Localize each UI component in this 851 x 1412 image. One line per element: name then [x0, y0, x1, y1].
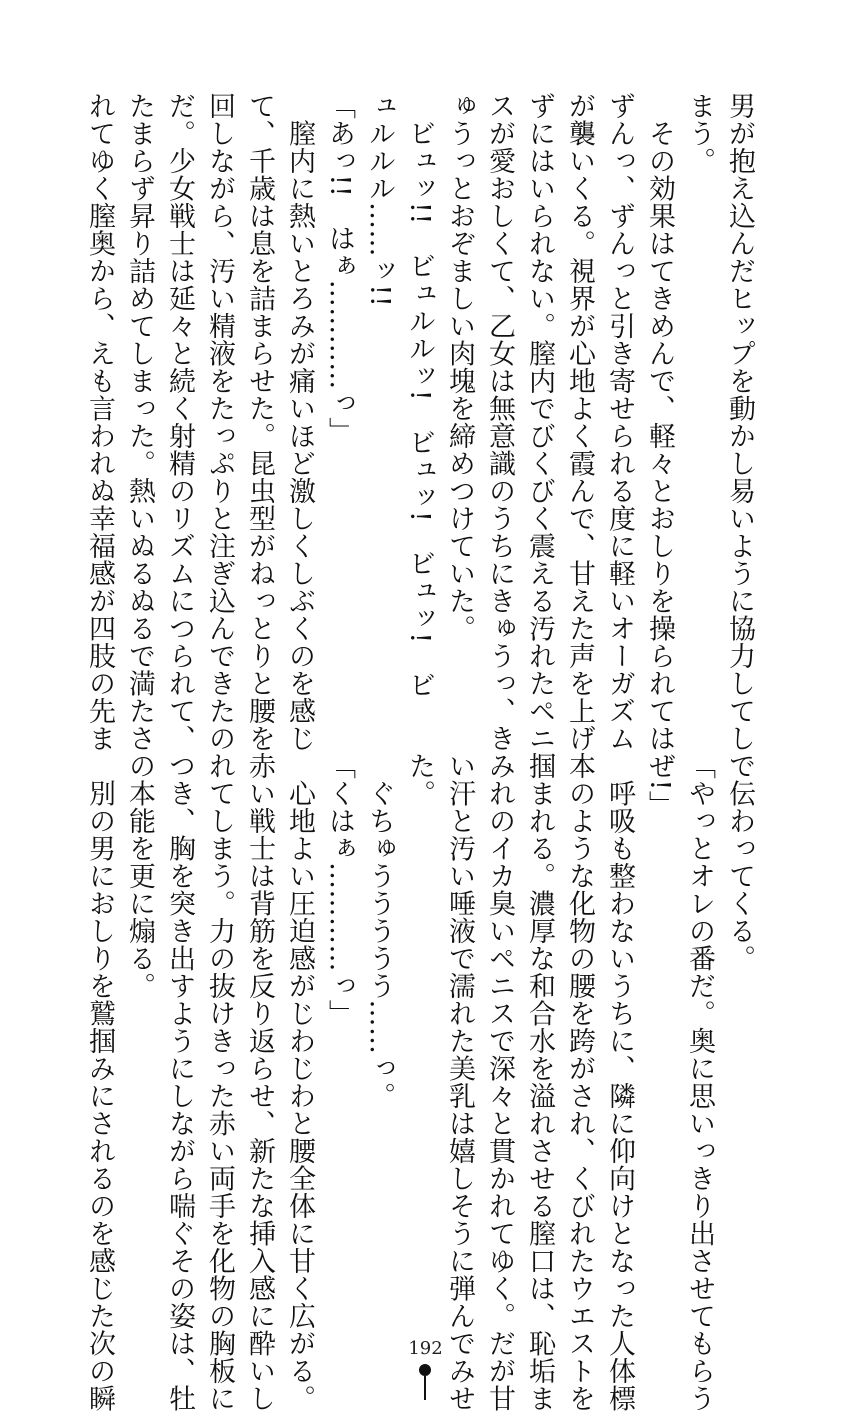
text-line: みれのイカ臭いペニスで深々と貫かれてゆく。だが甘 [484, 752, 515, 1412]
text-line: 「くはぁ…………っ」 [324, 752, 355, 1027]
text-line: 呼吸も整わないうちに、隣に仰向けとなった人体標 [604, 752, 635, 1412]
text-line: 別の男におしりを鷲掴みにされるのを感じた次の瞬 [84, 752, 115, 1412]
text-line: た。 [404, 752, 435, 807]
text-line: ゅうっとおぞましい肉塊を締めつけていた。 [444, 92, 475, 642]
text-line: ぜ!」 [644, 752, 675, 819]
text-line: が襲いくる。視界が心地よく霞んで、甘えた声を上げ [564, 92, 595, 752]
page-ornament-stem [424, 1376, 426, 1400]
text-block-upper [79, 92, 759, 752]
text-line: 男が抱え込んだヒップを動かし易いように協力してし [724, 92, 755, 752]
text-line: たまらず昇り詰めてしまった。熱いぬるぬるで満たさ [124, 92, 155, 752]
text-line: て、千歳は息を詰まらせた。昆虫型がねっとりと腰を [244, 92, 275, 752]
text-line: 本のような化物の腰を跨がされ、くびれたウエストを [564, 752, 595, 1412]
text-line: ぐちゅううううう……っ。 [364, 752, 395, 1110]
text-line: まう。 [684, 92, 715, 175]
text-line: その効果はてきめんで、軽々とおしりを操られては [644, 92, 675, 752]
text-line: 心地よい圧迫感がじわじわと腰全体に甘く広がる。 [284, 752, 315, 1412]
text-line: ずにはいられない。膣内でびくびく震える汚れたペニ [524, 92, 555, 752]
text-line: 「やっとオレの番だ。奥に思いっきり出させてもらう [684, 752, 715, 1412]
text-line: ずんっ、ずんっと引き寄せられる度に軽いオーガズム [604, 92, 635, 752]
text-line: ビュッ!! ビュルルッ! ビュッ! ビュッ! ビ [404, 92, 435, 699]
text-line: 膣内に熱いとろみが痛いほど激しくしぶくのを感じ [284, 92, 315, 752]
page-number: 192 [408, 1338, 443, 1359]
text-line: で伝わってくる。 [724, 752, 755, 972]
text-line: れてしまう。力の抜けきった赤い両手を化物の胸板に [204, 752, 235, 1412]
text-line: 「あっ!! はぁ…………っ」 [324, 92, 355, 445]
text-line: だ。少女戦士は延々と続く射精のリズムにつられて、 [164, 92, 195, 752]
text-line: 回しながら、汚い精液をたっぷりと注ぎ込んできたの [204, 92, 235, 752]
text-line: スが愛おしくて、乙女は無意識のうちにきゅうっ、き [484, 92, 515, 752]
text-line: の本能を更に煽る。 [124, 752, 155, 1000]
text-line: ュルルル……ッ!! [364, 92, 395, 308]
text-line: つき、胸を突き出すようにしながら喘ぐその姿は、牡 [164, 752, 195, 1412]
page-ornament-dot [419, 1364, 431, 1376]
text-line: い汗と汚い唾液で濡れた美乳は嬉しそうに弾んでみせ [444, 752, 475, 1412]
text-line: れてゆく膣奥から、えも言われぬ幸福感が四肢の先ま [84, 92, 115, 752]
text-line: 掴まれる。濃厚な和合水を溢れさせる膣口は、恥垢ま [524, 752, 555, 1412]
text-line: 赤い戦士は背筋を反り返らせ、新たな挿入感に酔いし [244, 752, 275, 1412]
